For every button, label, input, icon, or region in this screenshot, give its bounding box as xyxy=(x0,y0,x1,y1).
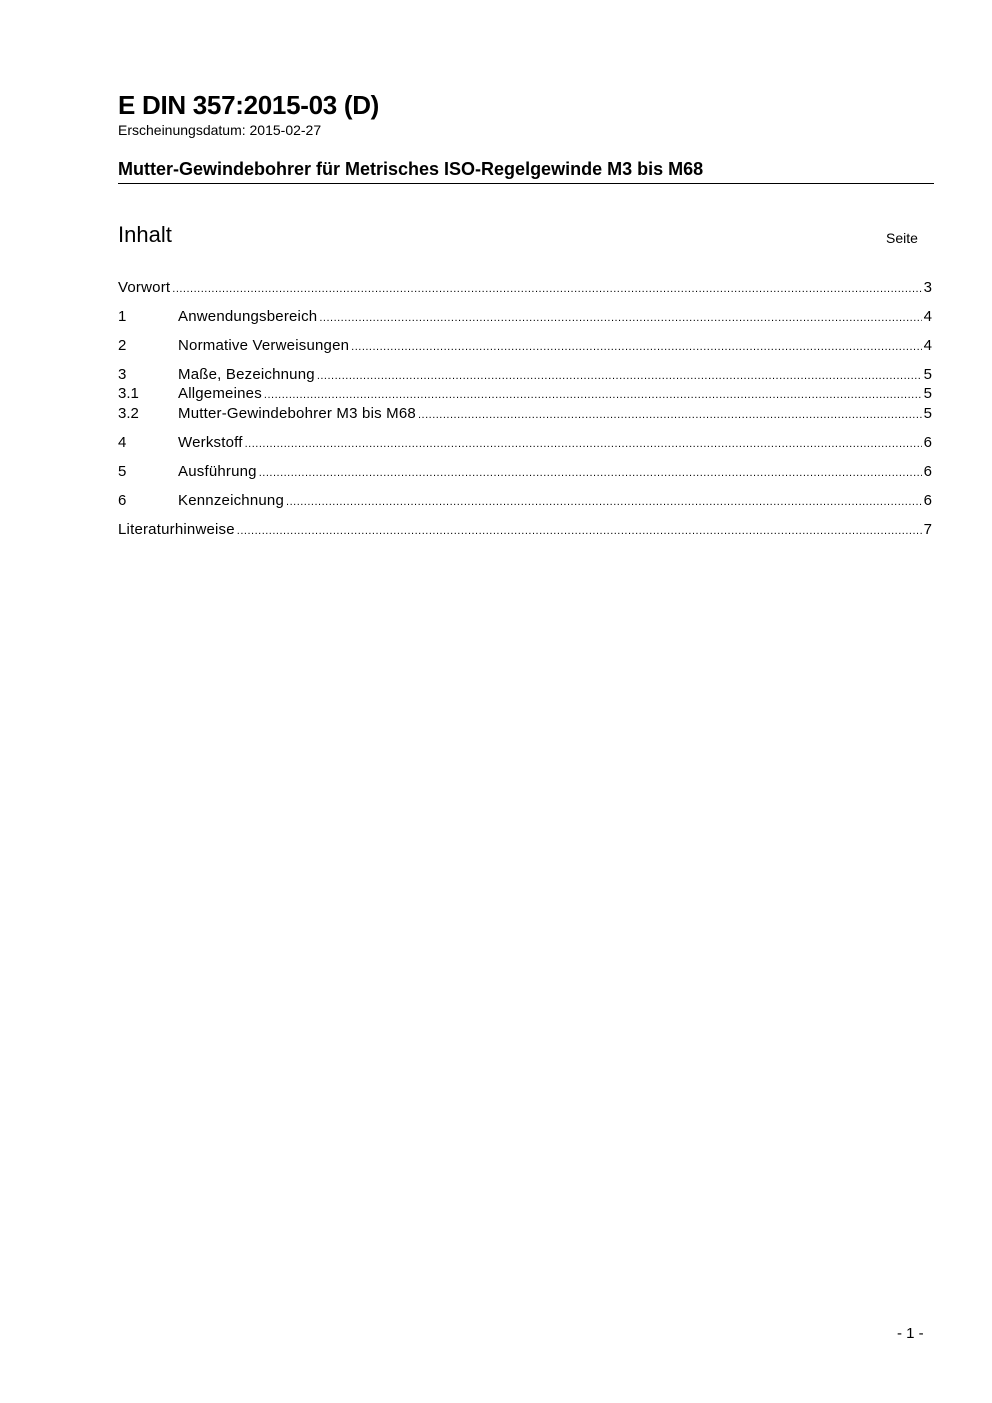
toc-entry-label: Mutter-Gewindebohrer M3 bis M68 xyxy=(178,405,416,422)
toc-dot-leader xyxy=(237,522,922,540)
toc-entry-allgemeines[interactable] xyxy=(118,385,932,403)
toc-entry-number: 4 xyxy=(118,434,127,451)
toc-dot-leader xyxy=(319,309,921,327)
toc-entry-label: Normative Verweisungen xyxy=(178,337,350,354)
document-title: Mutter-Gewindebohrer für Metrisches ISO-Regelgewinde M3 bis M68 xyxy=(118,159,704,179)
toc-entry-number: 2 xyxy=(118,337,127,354)
toc-entry-page: 5 xyxy=(923,366,932,383)
document-id: E DIN 357:2015-03 (D) xyxy=(118,90,380,120)
toc-entry-page: 4 xyxy=(923,337,932,354)
toc-entry-masse-bezeichnung[interactable] xyxy=(118,366,932,384)
toc-entry-label: Ausführung xyxy=(178,463,257,480)
toc-entry-number: 3 xyxy=(118,366,127,383)
toc-entry-label: Maße, Bezeichnung xyxy=(178,366,315,383)
toc-entry-number: 5 xyxy=(118,463,127,480)
publication-date: Erscheinungsdatum: 2015-02-27 xyxy=(118,122,322,138)
table-of-contents xyxy=(118,0,932,600)
toc-entry-page: 5 xyxy=(923,405,932,422)
toc-entry-label: Anwendungsbereich xyxy=(178,308,318,325)
toc-entry-mutter-gewindebohrer[interactable] xyxy=(118,405,932,423)
toc-entry-page: 5 xyxy=(923,385,932,402)
toc-entry-ausfuehrung[interactable] xyxy=(118,463,932,481)
toc-dot-leader xyxy=(172,280,921,298)
toc-entry-number: 6 xyxy=(118,492,127,509)
toc-dot-leader xyxy=(259,464,922,482)
toc-entry-page: 6 xyxy=(923,463,932,480)
toc-entry-label: Allgemeines xyxy=(178,385,262,402)
toc-entry-page: 6 xyxy=(923,434,932,451)
toc-page-column-label: Seite xyxy=(886,230,918,246)
toc-entry-number: 3.1 xyxy=(118,385,139,402)
toc-entry-page: 6 xyxy=(923,492,932,509)
toc-entry-number: 3.2 xyxy=(118,405,139,422)
toc-entry-page: 4 xyxy=(923,308,932,325)
toc-dot-leader xyxy=(418,406,922,424)
toc-entry-label: Werkstoff xyxy=(178,434,243,451)
toc-entry-number: 1 xyxy=(118,308,127,325)
toc-entry-normative-verweisungen[interactable] xyxy=(118,337,932,355)
toc-dot-leader xyxy=(286,493,922,511)
toc-entry-label: Kennzeichnung xyxy=(178,492,285,509)
toc-dot-leader xyxy=(245,435,922,453)
toc-entry-anwendungsbereich[interactable] xyxy=(118,308,932,326)
toc-entry-kennzeichnung[interactable] xyxy=(118,492,932,510)
toc-heading: Inhalt xyxy=(118,222,172,247)
toc-entry-label: Literaturhinweise xyxy=(118,521,235,538)
toc-entry-label: Vorwort xyxy=(118,279,171,296)
toc-entry-page: 7 xyxy=(923,521,932,538)
toc-dot-leader xyxy=(317,367,922,385)
toc-entry-literaturhinweise[interactable] xyxy=(118,521,932,539)
toc-entry-page: 3 xyxy=(923,279,932,296)
toc-entry-werkstoff[interactable] xyxy=(118,434,932,452)
toc-dot-leader xyxy=(351,338,922,356)
toc-entry-vorwort[interactable] xyxy=(118,279,932,297)
toc-dot-leader xyxy=(264,386,922,404)
footer-page-number: - 1 - xyxy=(897,1325,924,1342)
